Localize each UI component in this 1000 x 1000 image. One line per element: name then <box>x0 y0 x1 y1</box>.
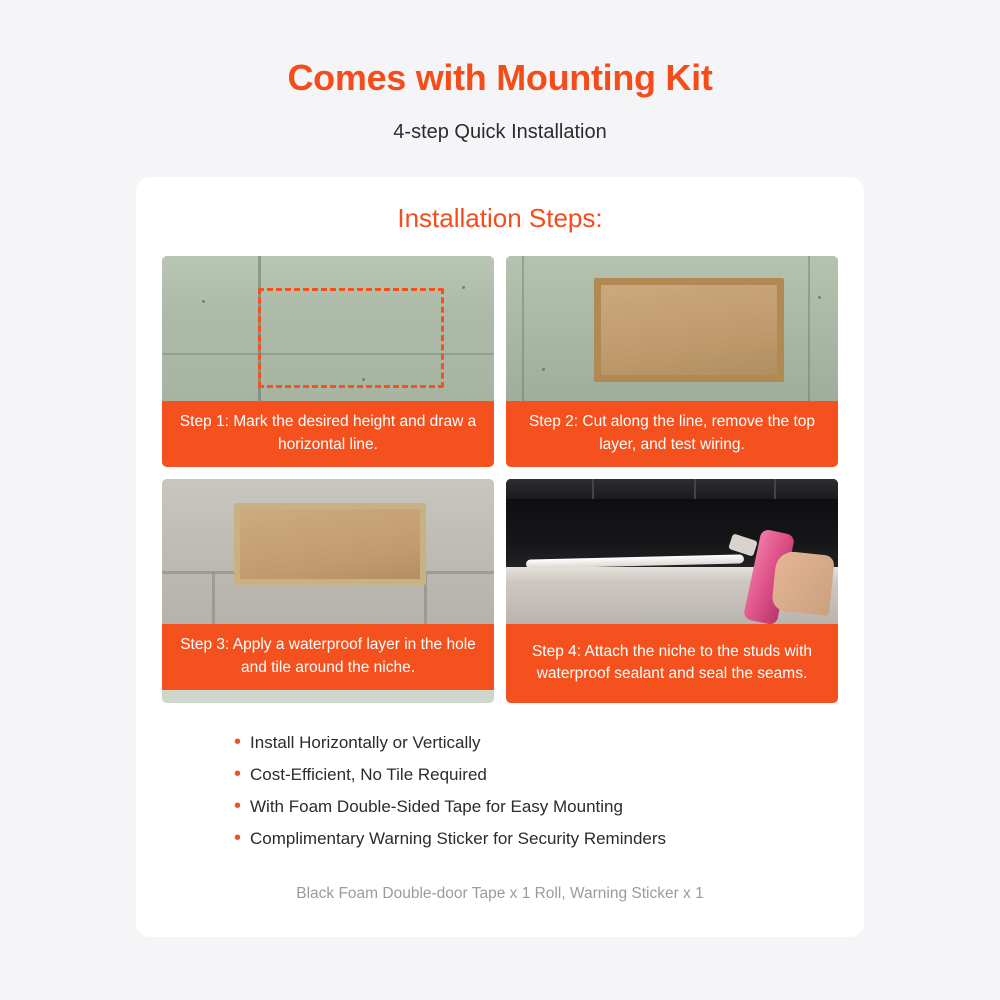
page-title: Comes with Mounting Kit <box>287 57 713 98</box>
feature-bullets <box>162 733 838 861</box>
step-3-caption: Step 3: Apply a waterproof layer in the hole and tile around the niche. <box>162 624 494 690</box>
step-2-caption: Step 2: Cut along the line, remove the top layer, and test wiring. <box>506 401 838 467</box>
step-card-2 <box>506 256 838 467</box>
steps-grid <box>162 256 838 703</box>
bullet-dot-icon: • <box>234 731 242 753</box>
bullet-label: Install Horizontally or Vertically <box>250 733 481 752</box>
waterproofed-opening <box>234 503 426 585</box>
list-item <box>234 765 838 785</box>
step-1-photo <box>162 256 494 401</box>
installation-card <box>136 177 864 937</box>
bullet-label: With Foam Double-Sided Tape for Easy Mounting <box>250 797 623 816</box>
step-card-3 <box>162 479 494 703</box>
hand <box>771 550 835 616</box>
page-subtitle: 4-step Quick Installation <box>393 121 607 143</box>
cut-opening <box>594 278 784 382</box>
step-4-photo <box>506 479 838 624</box>
step-1-caption: Step 1: Mark the desired height and draw a horizontal line. <box>162 401 494 467</box>
bullet-dot-icon: • <box>234 827 242 849</box>
list-item <box>234 733 838 753</box>
card-title: Installation Steps: <box>397 203 603 233</box>
kit-contents-note: Black Foam Double-door Tape x 1 Roll, Warning Sticker x 1 <box>296 885 704 902</box>
step-3-photo <box>162 479 494 624</box>
bullet-dot-icon: • <box>234 763 242 785</box>
bullet-dot-icon: • <box>234 795 242 817</box>
step-4-caption: Step 4: Attach the niche to the studs with waterproof sealant and seal the seams. <box>506 624 838 703</box>
bullet-label: Complimentary Warning Sticker for Security Reminders <box>250 829 667 848</box>
list-item <box>234 829 838 849</box>
step-2-photo <box>506 256 838 401</box>
step-card-4 <box>506 479 838 703</box>
marking-rectangle-overlay <box>258 288 444 388</box>
bullet-label: Cost-Efficient, No Tile Required <box>250 765 487 784</box>
step-card-1 <box>162 256 494 467</box>
list-item <box>234 797 838 817</box>
